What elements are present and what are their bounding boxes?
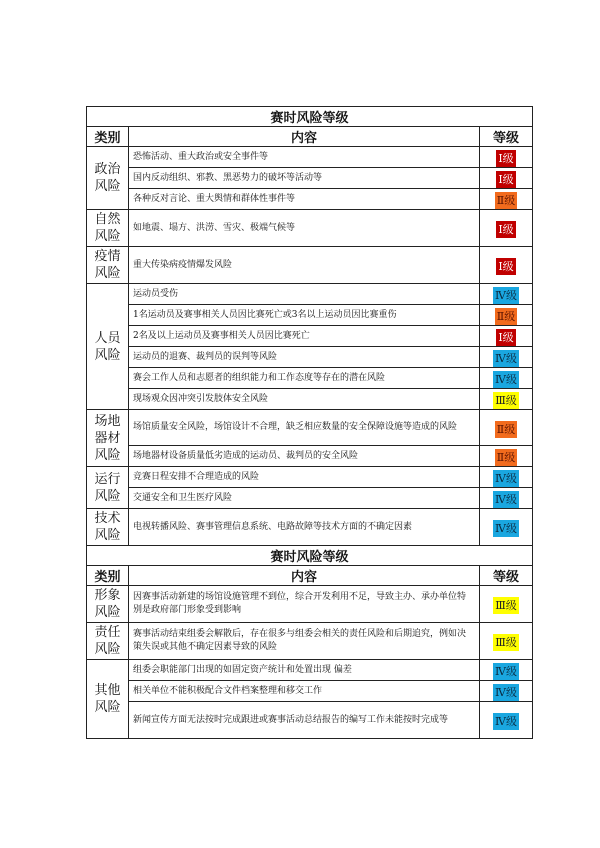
risk-category: 责任风险 <box>87 623 129 660</box>
risk-level-cell <box>480 326 533 347</box>
risk-level-cell <box>480 586 533 623</box>
risk-category: 其他风险 <box>87 660 129 739</box>
risk-category: 人员风险 <box>87 284 129 410</box>
risk-row <box>87 247 533 284</box>
risk-description: 2名及以上运动员及赛事相关人员因比赛死亡 <box>129 326 480 347</box>
risk-row <box>87 189 533 210</box>
header-content: 内容 <box>129 566 480 586</box>
risk-level-cell <box>480 147 533 168</box>
risk-category: 自然风险 <box>87 210 129 247</box>
risk-row <box>87 586 533 623</box>
risk-description: 竞赛日程安排不合理造成的风险 <box>129 467 480 488</box>
risk-description: 场馆质量安全风险，场馆设计不合理，缺乏相应数量的安全保障设施等造成的风险 <box>129 410 480 446</box>
risk-level-badge: Ⅳ级 <box>495 289 518 302</box>
risk-level-cell <box>480 210 533 247</box>
risk-category: 技术风险 <box>87 509 129 546</box>
section-title: 赛时风险等级 <box>87 546 533 566</box>
risk-category: 政治风险 <box>87 147 129 210</box>
risk-row <box>87 347 533 368</box>
risk-description: 相关单位不能积极配合文件档案整理和移交工作 <box>129 681 480 702</box>
risk-row <box>87 210 533 247</box>
risk-row <box>87 681 533 702</box>
risk-description: 新闻宣传方面无法按时完成跟进或赛事活动总结报告的编写工作未能按时完成等 <box>129 702 480 739</box>
risk-row <box>87 702 533 739</box>
risk-level-badge: Ⅱ级 <box>496 194 516 207</box>
risk-level-cell <box>480 660 533 681</box>
risk-category: 场地器材风险 <box>87 410 129 467</box>
risk-row <box>87 326 533 347</box>
risk-level-cell <box>480 623 533 660</box>
risk-description: 如地震、塌方、洪涝、雪灾、极端气候等 <box>129 210 480 247</box>
risk-level-badge: Ⅳ级 <box>495 665 518 678</box>
risk-level-cell <box>480 509 533 546</box>
header-level: 等级 <box>480 127 533 147</box>
risk-level-badge: Ⅳ级 <box>495 472 518 485</box>
risk-description: 运动员受伤 <box>129 284 480 305</box>
risk-level-badge: Ⅳ级 <box>495 686 518 699</box>
risk-level-badge: Ⅰ级 <box>498 223 514 236</box>
risk-level-cell <box>480 284 533 305</box>
risk-level-badge: Ⅳ级 <box>495 373 518 386</box>
risk-level-table <box>86 106 533 739</box>
risk-row <box>87 305 533 326</box>
section-title-row <box>87 107 533 127</box>
risk-level-cell <box>480 168 533 189</box>
risk-category: 疫情风险 <box>87 247 129 284</box>
risk-level-cell <box>480 488 533 509</box>
risk-row <box>87 284 533 305</box>
risk-level-badge: Ⅱ级 <box>496 422 516 436</box>
risk-row <box>87 467 533 488</box>
risk-description: 恐怖活动、重大政治或安全事件等 <box>129 147 480 168</box>
risk-description: 国内反动组织、邪教、黑恶势力的破坏等活动等 <box>129 168 480 189</box>
risk-description: 运动员的退赛、裁判员的误判等风险 <box>129 347 480 368</box>
risk-level-badge: Ⅳ级 <box>495 522 518 535</box>
header-row <box>87 566 533 586</box>
risk-level-badge: Ⅳ级 <box>495 493 518 506</box>
risk-row <box>87 623 533 660</box>
risk-level-cell <box>480 347 533 368</box>
section-title: 赛时风险等级 <box>87 107 533 127</box>
risk-level-cell <box>480 681 533 702</box>
risk-level-badge: Ⅳ级 <box>495 352 518 365</box>
risk-level-badge: Ⅰ级 <box>498 152 514 165</box>
risk-row <box>87 410 533 446</box>
risk-description: 场地器材设备质量低劣造成的运动员、裁判员的安全风险 <box>129 446 480 467</box>
risk-level-cell <box>480 368 533 389</box>
risk-description: 电视转播风险、赛事管理信息系统、电路故障等技术方面的不确定因素 <box>129 509 480 546</box>
risk-row <box>87 147 533 168</box>
risk-category: 形象风险 <box>87 586 129 623</box>
risk-row <box>87 509 533 546</box>
risk-level-cell <box>480 189 533 210</box>
risk-level-badge: Ⅰ级 <box>498 260 514 273</box>
risk-row <box>87 389 533 410</box>
risk-level-badge: Ⅲ级 <box>495 599 517 612</box>
risk-level-cell <box>480 702 533 739</box>
risk-row <box>87 446 533 467</box>
header-content: 内容 <box>129 127 480 147</box>
risk-level-cell <box>480 467 533 488</box>
risk-level-document <box>86 106 532 739</box>
risk-level-cell <box>480 305 533 326</box>
header-category: 类别 <box>87 566 129 586</box>
risk-description: 各种反对言论、重大舆情和群体性事件等 <box>129 189 480 210</box>
header-level: 等级 <box>480 566 533 586</box>
risk-description: 赛事活动结束组委会解散后，存在很多与组委会相关的责任风险和后期追究，例如决策失误或其他不确定因素导致的风险 <box>129 623 480 660</box>
risk-level-cell <box>480 410 533 446</box>
risk-level-badge: Ⅱ级 <box>496 310 516 323</box>
risk-level-cell <box>480 446 533 467</box>
risk-level-badge: Ⅳ级 <box>495 715 518 728</box>
risk-description: 交通安全和卫生医疗风险 <box>129 488 480 509</box>
risk-category: 运行风险 <box>87 467 129 509</box>
risk-level-badge: Ⅰ级 <box>498 331 514 344</box>
risk-row <box>87 368 533 389</box>
risk-description: 赛会工作人员和志愿者的组织能力和工作态度等存在的潜在风险 <box>129 368 480 389</box>
section-title-row <box>87 546 533 566</box>
risk-level-badge: Ⅱ级 <box>496 451 516 464</box>
risk-level-cell <box>480 247 533 284</box>
risk-row <box>87 660 533 681</box>
risk-level-badge: Ⅰ级 <box>498 173 514 186</box>
header-row <box>87 127 533 147</box>
risk-description: 现场观众因冲突引发肢体安全风险 <box>129 389 480 410</box>
header-category: 类别 <box>87 127 129 147</box>
risk-description: 1名运动员及赛事相关人员因比赛死亡或3名以上运动员因比赛重伤 <box>129 305 480 326</box>
risk-level-cell <box>480 389 533 410</box>
risk-row <box>87 168 533 189</box>
risk-row <box>87 488 533 509</box>
risk-description: 重大传染病疫情爆发风险 <box>129 247 480 284</box>
risk-description: 因赛事活动新建的场馆设施管理不到位，综合开发利用不足，导致主办、承办单位特别是政府部门形象受到影响 <box>129 586 480 623</box>
risk-description: 组委会职能部门出现的如固定资产统计和处置出现 偏差 <box>129 660 480 681</box>
risk-level-badge: Ⅲ级 <box>495 636 517 649</box>
risk-level-badge: Ⅲ级 <box>495 394 517 407</box>
